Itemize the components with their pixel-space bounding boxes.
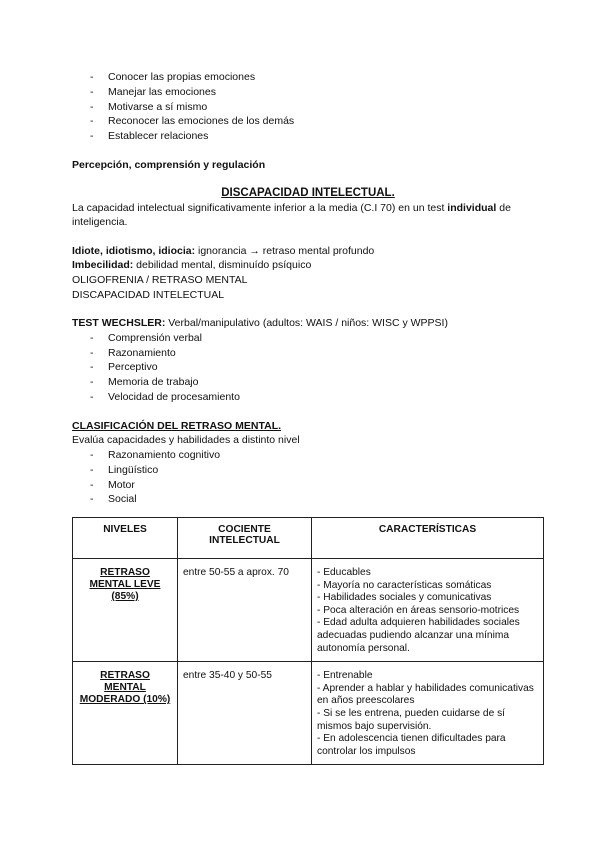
list-item: - Conocer las propias emociones <box>72 70 544 85</box>
imbec-term <box>72 258 544 273</box>
imbec-label: Imbecilidad: <box>72 259 134 272</box>
page-title: DISCAPACIDAD INTELECTUAL. <box>221 186 395 199</box>
clasificacion-title: CLASIFICACIÓN DEL RETRASO MENTAL. <box>72 419 282 432</box>
list-item: - Razonamiento <box>72 346 544 361</box>
feature-line: - Habilidades sociales y comunicativas <box>317 592 492 604</box>
wechsler-text: Verbal/manipulativo (adultos: WAIS / niños: WISC y WPPSI) <box>165 317 448 330</box>
feature-line: - Si se les entrena, pueden cuidarse de sí mismos bajo supervisión. <box>317 708 506 732</box>
imbec-text: debilidad mental, disminuído psíquico <box>133 259 312 272</box>
list-item: - Motivarse a sí mismo <box>72 100 544 115</box>
idiot-term <box>72 244 544 259</box>
wechsler-list <box>72 331 544 405</box>
ci-cell: entre 50-55 a aprox. 70 <box>178 559 312 662</box>
list-item: - Comprensión verbal <box>72 331 544 346</box>
idiot-label: Idiote, idiotismo, idiocia: <box>72 244 196 257</box>
classification-table <box>72 517 544 765</box>
level-cell: RETRASO MENTAL LEVE (85%) <box>73 559 178 662</box>
wechsler-heading <box>72 316 544 331</box>
clasificacion-subtitle: Evalúa capacidades y habilidades a distinto nivel <box>72 434 300 447</box>
feature-line: - Aprender a hablar y habilidades comunicativas en años preescolares <box>317 682 534 707</box>
intro-bold: individual <box>447 201 497 214</box>
header-niveles: NIVELES <box>73 518 178 559</box>
document-page <box>72 70 544 765</box>
header-caracteristicas: CARACTERÍSTICAS <box>312 518 544 559</box>
list-item: - Establecer relaciones <box>72 129 544 144</box>
list-item: - Perceptivo <box>72 360 544 375</box>
table-row <box>73 662 544 765</box>
list-item: - Velocidad de procesamiento <box>72 390 544 405</box>
feature-line: - Educables <box>317 567 371 579</box>
header-cociente: COCIENTE INTELECTUAL <box>178 518 312 559</box>
list-item: - Manejar las emociones <box>72 85 544 100</box>
intro-paragraph <box>72 201 544 230</box>
ci-cell: entre 35-40 y 50-55 <box>178 662 312 765</box>
feature-line: - En adolescencia tienen dificultades para controlar los impulsos <box>317 733 506 757</box>
table-row <box>73 559 544 662</box>
list-item: - Reconocer las emociones de los demás <box>72 114 544 129</box>
discap-term: DISCAPACIDAD INTELECTUAL <box>72 288 225 301</box>
feature-line: - Edad adulta adquieren habilidades sociales adecuadas pudiendo alcanzar una mínima autonomía personal. <box>317 617 520 654</box>
feature-line: - Mayoría no características somáticas <box>317 579 492 591</box>
wechsler-label: TEST WECHSLER: <box>72 317 166 330</box>
oligo-term: OLIGOFRENIA / RETRASO MENTAL <box>72 273 248 286</box>
list-item: - Motor <box>72 478 544 493</box>
intro-text-end: de inteligencia. <box>72 201 511 229</box>
intro-text: La capacidad intelectual significativamente inferior a la media (C.I 70) en un test <box>72 201 448 214</box>
features-cell <box>312 559 544 662</box>
feature-line: - Entrenable <box>317 670 373 682</box>
features-cell <box>312 662 544 765</box>
level-cell: RETRASO MENTAL MODERADO (10%) <box>73 662 178 765</box>
idiot-text: ignorancia → retraso mental profundo <box>195 244 375 257</box>
table-header-row <box>73 518 544 559</box>
list-item: - Razonamiento cognitivo <box>72 448 544 463</box>
list-item: - Lingüístico <box>72 463 544 478</box>
emotions-list <box>72 70 544 144</box>
list-item: - Social <box>72 492 544 507</box>
list-item: - Memoria de trabajo <box>72 375 544 390</box>
clasificacion-list <box>72 448 544 507</box>
feature-line: - Poca alteración en áreas sensorio-motrices <box>317 604 520 616</box>
perception-heading: Percepción, comprensión y regulación <box>72 158 266 171</box>
